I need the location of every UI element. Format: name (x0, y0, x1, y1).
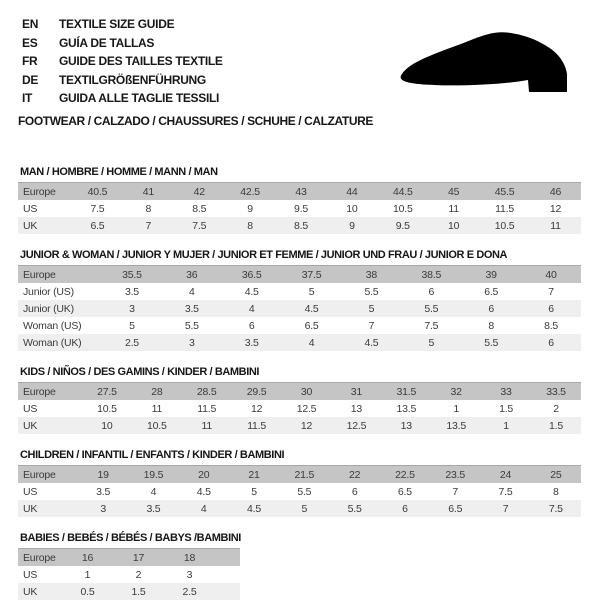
size-cell: 4 (308, 336, 315, 349)
size-cell: 21 (248, 468, 260, 481)
size-cell: 8.5 (294, 219, 308, 232)
size-cell: 4.5 (304, 302, 319, 315)
size-cell: 3 (129, 302, 135, 315)
size-cell: 36.5 (241, 268, 262, 281)
size-cell: 44 (346, 185, 358, 198)
size-cell: 7 (368, 319, 375, 332)
size-cell: 32 (450, 385, 462, 398)
size-cell: 8.5 (192, 202, 207, 215)
row-label-cell: UK (23, 585, 38, 598)
size-cell: 11 (151, 402, 163, 415)
size-cell: 18 (183, 551, 196, 564)
size-cell: 12 (549, 202, 562, 215)
size-cell: 5.5 (364, 285, 379, 298)
size-cell: 41 (142, 185, 154, 198)
size-table-kids (18, 382, 581, 434)
size-cell: 27.5 (97, 385, 117, 398)
size-cell: 2 (553, 402, 559, 415)
size-cell: 10.5 (494, 219, 515, 232)
size-cell: 12.5 (296, 402, 317, 415)
spacer-cell (215, 549, 240, 567)
size-cell: 5.5 (297, 485, 312, 498)
language-code: EN (22, 17, 39, 31)
size-cell: 1.5 (499, 402, 514, 415)
language-title-list (22, 15, 373, 108)
size-cell: 38.5 (421, 268, 442, 281)
size-cell: 0.5 (80, 585, 95, 598)
table-title: CHILDREN / INFANTIL / ENFANTS / KINDER / BAMBINI (20, 449, 285, 461)
size-cell: 5 (368, 302, 375, 315)
header-block (18, 15, 373, 128)
language-row (22, 52, 373, 71)
size-cell: 5.5 (424, 302, 439, 315)
size-cell: 45.5 (494, 185, 515, 198)
language-row (22, 15, 373, 34)
size-cell: 28.5 (196, 385, 217, 398)
size-cell: 10 (101, 419, 113, 432)
size-cell: 7.5 (498, 485, 513, 498)
size-cell: 33 (500, 385, 512, 398)
size-cell: 36 (186, 268, 198, 281)
size-cell: 5 (301, 502, 308, 515)
size-cell: 7.5 (548, 502, 563, 515)
size-cell: 6 (548, 302, 554, 315)
size-cell: 33.5 (546, 385, 566, 398)
language-title: GUIDE DES TAILLES TEXTILE (59, 54, 223, 68)
table-row (18, 317, 581, 334)
row-label-cell: Woman (US) (23, 319, 82, 332)
size-cell: 6 (428, 285, 435, 298)
spacer-cell (215, 566, 240, 583)
size-cell: 8.5 (544, 319, 559, 332)
size-cell: 11 (550, 219, 561, 232)
size-table-section-children (18, 449, 581, 517)
size-cell: 6.5 (448, 502, 463, 515)
size-cell: 17 (132, 551, 145, 564)
size-cell: 6.5 (90, 219, 105, 232)
size-cell: 7 (452, 485, 459, 498)
size-cell: 29.5 (246, 385, 267, 398)
size-cell: 6 (402, 502, 408, 515)
size-cell: 13.5 (446, 419, 466, 432)
language-title: TEXTILE SIZE GUIDE (59, 17, 175, 31)
size-cell: 9.5 (395, 219, 410, 232)
size-table-children (18, 465, 581, 517)
size-cell: 42 (193, 185, 205, 198)
dress-shoe-icon (398, 29, 594, 95)
size-cell: 8 (145, 202, 152, 215)
size-cell: 13.5 (396, 402, 417, 415)
size-cell: 30 (300, 385, 313, 398)
size-cell: 22.5 (395, 468, 415, 481)
size-table-section-man (18, 166, 581, 234)
size-cell: 10.5 (147, 419, 167, 432)
size-cell: 4 (150, 485, 157, 498)
size-cell: 5.5 (184, 319, 199, 332)
size-cell: 6 (351, 485, 358, 498)
row-label-cell: Europe (23, 185, 56, 198)
table-row (18, 466, 581, 484)
size-cell: 6.5 (397, 485, 412, 498)
size-cell: 4.5 (244, 285, 259, 298)
size-table-section-kids (18, 366, 581, 434)
size-table-section-babies (18, 532, 581, 600)
language-row (22, 34, 373, 53)
table-row (18, 500, 581, 517)
size-cell: 46 (549, 185, 562, 198)
size-cell: 13 (350, 402, 363, 415)
category-line: FOOTWEAR / CALZADO / CHAUSSURES / SCHUHE / CALZATURE (18, 113, 373, 128)
size-cell: 3.5 (96, 485, 111, 498)
size-cell: 6.5 (484, 285, 499, 298)
language-row (22, 89, 373, 108)
table-title: KIDS / NIÑOS / DES GAMINS / KINDER / BAMBINI (20, 366, 260, 378)
table-row (18, 200, 581, 217)
size-cell: 10 (448, 219, 460, 232)
size-cell: 9 (247, 202, 253, 215)
size-cell: 25 (550, 468, 562, 481)
row-label-cell: Europe (23, 385, 56, 398)
size-cell: 3.5 (244, 336, 259, 349)
size-cell: 10.5 (392, 202, 413, 215)
size-cell: 5 (308, 285, 315, 298)
size-cell: 11.5 (495, 202, 514, 215)
size-cell: 5.5 (484, 336, 499, 349)
language-code: FR (22, 54, 38, 68)
language-row (22, 71, 373, 90)
table-row (18, 266, 581, 284)
table-row (18, 183, 581, 201)
size-cell: 23.5 (445, 468, 466, 481)
size-tables (18, 166, 581, 600)
size-cell: 5 (428, 336, 435, 349)
size-cell: 21.5 (294, 468, 315, 481)
row-label-cell: UK (23, 419, 38, 432)
size-cell: 39 (485, 268, 497, 281)
table-row (18, 417, 581, 434)
size-cell: 38 (365, 268, 378, 281)
language-code: DE (22, 72, 39, 87)
table-row (18, 549, 240, 567)
size-cell: 13 (400, 419, 412, 432)
row-label-cell: US (23, 568, 38, 581)
size-cell: 9 (349, 219, 355, 232)
size-cell: 31.5 (396, 385, 417, 398)
size-cell: 3 (100, 502, 106, 515)
size-cell: 40 (545, 268, 557, 281)
size-cell: 2.5 (124, 336, 139, 349)
table-row (18, 217, 581, 234)
size-cell: 3 (186, 568, 193, 581)
table-row (18, 383, 581, 401)
size-table-babies (18, 548, 240, 600)
size-cell: 31 (350, 385, 363, 398)
spacer-cell (215, 583, 240, 600)
size-cell: 8 (488, 319, 494, 332)
size-cell: 5 (251, 485, 257, 498)
row-label-cell: US (23, 202, 38, 215)
size-cell: 12 (250, 402, 263, 415)
size-cell: 5.5 (347, 502, 362, 515)
table-title: MAN / HOMBRE / HOMME / MANN / MAN (20, 166, 218, 178)
size-cell: 6 (548, 336, 554, 349)
size-cell: 22 (348, 468, 361, 481)
row-label-cell: Junior (US) (23, 285, 74, 298)
size-cell: 35.5 (122, 268, 142, 281)
size-cell: 9.5 (294, 202, 308, 215)
size-cell: 12 (300, 419, 313, 432)
size-cell: 43 (295, 185, 307, 198)
shoe-icon (398, 29, 594, 95)
row-label-cell: Woman (UK) (23, 336, 82, 349)
size-cell: 3.5 (146, 502, 161, 515)
size-cell: 2 (135, 568, 142, 581)
size-cell: 1.5 (549, 419, 563, 432)
size-cell: 3.5 (184, 302, 199, 315)
size-cell: 1 (503, 419, 509, 432)
row-label-cell: Europe (23, 268, 56, 281)
row-label-cell: Europe (23, 468, 56, 481)
size-cell: 45 (448, 185, 460, 198)
size-cell: 19.5 (143, 468, 164, 481)
size-cell: 42.5 (240, 185, 260, 198)
size-cell: 37.5 (301, 268, 322, 281)
table-row (18, 566, 240, 583)
language-title: GUIDA ALLE TAGLIE TESSILI (59, 91, 220, 105)
row-label-cell: US (23, 485, 38, 498)
size-cell: 7.5 (192, 219, 207, 232)
size-cell: 11.5 (247, 419, 267, 432)
size-cell: 3.5 (124, 285, 139, 298)
table-row (18, 300, 581, 317)
size-cell: 4.5 (364, 336, 379, 349)
size-cell: 8 (553, 485, 559, 498)
size-table-junior-woman (18, 265, 581, 351)
table-row (18, 283, 581, 300)
size-cell: 44.5 (392, 185, 413, 198)
size-cell: 40.5 (87, 185, 108, 198)
size-cell: 11 (201, 419, 212, 432)
size-table-man (18, 182, 581, 234)
size-cell: 4 (200, 502, 207, 515)
size-cell: 10.5 (97, 402, 117, 415)
row-label-cell: Junior (UK) (23, 302, 74, 315)
language-title: TEXTILGRÖßENFÜHRUNG (59, 72, 206, 87)
size-cell: 7 (548, 285, 554, 298)
language-title: GUÍA DE TALLAS (59, 35, 155, 50)
table-row (18, 400, 581, 417)
table-title: BABIES / BEBÉS / BÉBÉS / BABYS /BAMBINI (20, 532, 241, 544)
size-cell: 24 (499, 468, 512, 481)
table-row (18, 583, 240, 600)
size-cell: 4.5 (247, 502, 262, 515)
row-label-cell: Europe (23, 551, 56, 564)
size-cell: 11 (448, 202, 459, 215)
language-code: ES (22, 35, 38, 50)
size-cell: 11.5 (197, 402, 217, 415)
size-cell: 6.5 (304, 319, 319, 332)
size-cell: 3 (188, 336, 195, 349)
size-table-section-junior-woman (18, 249, 581, 351)
size-cell: 6 (248, 319, 255, 332)
size-cell: 7 (502, 502, 509, 515)
size-cell: 1.5 (131, 585, 146, 598)
size-cell: 7.5 (424, 319, 439, 332)
row-label-cell: US (23, 402, 38, 415)
size-cell: 4 (188, 285, 195, 298)
table-row (18, 334, 581, 351)
size-cell: 4.5 (196, 485, 211, 498)
size-cell: 7.5 (90, 202, 105, 215)
table-title: JUNIOR & WOMAN / JUNIOR Y MUJER / JUNIOR ET FEMME / JUNIOR UND FRAU / JUNIOR E DONA (20, 249, 508, 261)
size-cell: 2.5 (182, 585, 197, 598)
size-cell: 20 (198, 468, 210, 481)
row-label-cell: UK (23, 219, 38, 232)
size-cell: 28 (151, 385, 163, 398)
size-cell: 4 (248, 302, 255, 315)
size-cell: 5 (129, 319, 135, 332)
size-cell: 10 (346, 202, 358, 215)
row-label-cell: UK (23, 502, 38, 515)
size-cell: 1 (84, 568, 91, 581)
size-cell: 12.5 (346, 419, 367, 432)
size-cell: 8 (247, 219, 253, 232)
size-cell: 16 (81, 551, 94, 564)
language-code: IT (22, 91, 33, 105)
size-cell: 7 (145, 219, 152, 232)
size-cell: 19 (97, 468, 109, 481)
table-row (18, 483, 581, 500)
size-cell: 6 (488, 302, 494, 315)
size-cell: 1 (453, 402, 459, 415)
